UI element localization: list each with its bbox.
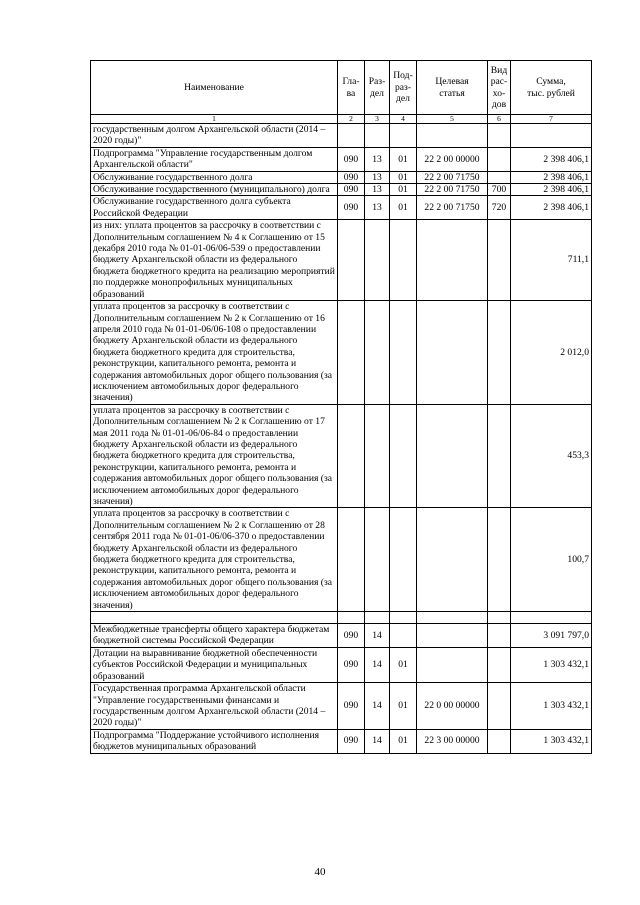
header-chapter-text: Гла- ва <box>342 76 360 99</box>
table-row <box>91 184 592 196</box>
row-sum <box>511 124 592 148</box>
row-expense-type <box>488 624 511 648</box>
header-target-text: Целевая статья <box>435 76 469 99</box>
row-target-article: 22 3 00 00000 <box>417 729 488 753</box>
table-row <box>91 124 592 148</box>
row-subsection <box>390 508 417 612</box>
row-section <box>365 124 390 148</box>
row-subsection: 01 <box>390 683 417 730</box>
row-section <box>365 404 390 508</box>
row-sum: 1 303 432,1 <box>511 647 592 682</box>
row-sum: 100,7 <box>511 508 592 612</box>
row-name: Дотации на выравнивание бюджетной обеспеченности субъектов Российской Федерации и муниципальных образований <box>91 647 338 682</box>
header-chapter <box>338 61 365 115</box>
row-chapter: 090 <box>338 171 365 183</box>
row-name: уплата процентов за рассрочку в соответствии с Дополнительным соглашением № 2 к Соглашению от 28 сентября 2011 года № 01-01-06/06-370 о предоставлении бюджету Архангельской области из федерального бюджета бюджетного кредита для строительства, реконструкции, капитального ремонта, ремонта и содержания автомобильных дорог общего пользования (за исключением автомобильных дорог федерального значения) <box>91 508 338 612</box>
row-subsection <box>390 301 417 405</box>
row-expense-type <box>488 171 511 183</box>
row-chapter: 090 <box>338 683 365 730</box>
row-section <box>365 508 390 612</box>
row-section: 14 <box>365 647 390 682</box>
row-name: Обслуживание государственного (муниципального) долга <box>91 184 338 196</box>
row-target-article <box>417 624 488 648</box>
table-row <box>91 508 592 612</box>
row-section: 14 <box>365 624 390 648</box>
row-target-article: 22 2 00 00000 <box>417 147 488 171</box>
row-subsection <box>390 220 417 301</box>
row-name: из них: уплата процентов за рассрочку в соответствии с Дополнительным соглашением № 4 к Соглашению от 15 декабря 2010 года № 01-01-06/06-539 о предоставлении бюджету Архангельской области из федерального бюджета бюджетного кредита на реализацию мероприятий по поддержке монопрофильных муниципальных образований <box>91 220 338 301</box>
row-sum: 453,3 <box>511 404 592 508</box>
row-name: Государственная программа Архангельской области "Управление государственными финансами и государственным долгом Архангельской области (2014 – 2020 годы)" <box>91 683 338 730</box>
row-chapter: 090 <box>338 196 365 220</box>
row-expense-type <box>488 508 511 612</box>
row-name: Обслуживание государственного долга субъекта Российской Федерации <box>91 196 338 220</box>
row-section: 13 <box>365 171 390 183</box>
row-chapter <box>338 124 365 148</box>
row-expense-type <box>488 220 511 301</box>
row-chapter: 090 <box>338 729 365 753</box>
row-section <box>365 301 390 405</box>
table-row <box>91 147 592 171</box>
row-expense-type <box>488 647 511 682</box>
header-name: Наименование <box>91 61 338 115</box>
column-number: 5 <box>417 115 488 124</box>
budget-table <box>90 60 592 754</box>
header-subsection-text: Под- раз- дел <box>393 70 413 105</box>
header-sum-text: Сумма, тыс. рублей <box>527 76 575 99</box>
row-sum: 711,1 <box>511 220 592 301</box>
table-row <box>91 196 592 220</box>
row-section: 13 <box>365 147 390 171</box>
row-subsection <box>390 624 417 648</box>
row-subsection: 01 <box>390 647 417 682</box>
header-expense-type <box>488 61 511 115</box>
row-target-article <box>417 220 488 301</box>
row-subsection <box>390 124 417 148</box>
row-sum <box>511 612 592 624</box>
row-section <box>365 220 390 301</box>
header-section-text: Раз- дел <box>368 76 386 99</box>
table-row <box>91 683 592 730</box>
row-target-article <box>417 508 488 612</box>
row-sum: 1 303 432,1 <box>511 729 592 753</box>
column-number-row <box>91 115 592 124</box>
row-sum: 2 398 406,1 <box>511 184 592 196</box>
row-target-article: 22 0 00 00000 <box>417 683 488 730</box>
row-name: государственным долгом Архангельской области (2014 – 2020 годы)" <box>91 124 338 148</box>
row-sum: 2 398 406,1 <box>511 171 592 183</box>
row-chapter <box>338 404 365 508</box>
row-sum: 2 012,0 <box>511 301 592 405</box>
table-row <box>91 220 592 301</box>
header-sum <box>511 61 592 115</box>
column-number: 2 <box>338 115 365 124</box>
row-expense-type <box>488 124 511 148</box>
table-row <box>91 404 592 508</box>
row-subsection <box>390 612 417 624</box>
column-number: 7 <box>511 115 592 124</box>
row-target-article <box>417 404 488 508</box>
budget-table-container <box>90 60 591 754</box>
row-target-article <box>417 647 488 682</box>
row-chapter <box>338 220 365 301</box>
row-sum: 2 398 406,1 <box>511 147 592 171</box>
table-row <box>91 301 592 405</box>
row-target-article: 22 2 00 71750 <box>417 171 488 183</box>
row-sum: 3 091 797,0 <box>511 624 592 648</box>
row-sum: 2 398 406,1 <box>511 196 592 220</box>
header-exptype-text: Вид рас- хо- дов <box>490 64 508 110</box>
row-expense-type <box>488 404 511 508</box>
table-row <box>91 171 592 183</box>
row-expense-type <box>488 612 511 624</box>
column-number: 1 <box>91 115 338 124</box>
row-target-article <box>417 301 488 405</box>
row-name: Обслуживание государственного долга <box>91 171 338 183</box>
row-target-article <box>417 612 488 624</box>
row-expense-type <box>488 147 511 171</box>
column-number: 6 <box>488 115 511 124</box>
row-expense-type: 720 <box>488 196 511 220</box>
row-expense-type <box>488 683 511 730</box>
row-expense-type <box>488 301 511 405</box>
table-row-empty <box>91 612 592 624</box>
row-subsection: 01 <box>390 147 417 171</box>
row-chapter: 090 <box>338 624 365 648</box>
row-subsection: 01 <box>390 196 417 220</box>
header-target-article <box>417 61 488 115</box>
header-section <box>365 61 390 115</box>
row-name: уплата процентов за рассрочку в соответствии с Дополнительным соглашением № 2 к Соглашению от 17 мая 2011 года № 01-01-06/06-84 о предоставлении бюджету Архангельской области из федерального бюджета бюджетного кредита для строительства, реконструкции, капитального ремонта, ремонта и содержания автомобильных дорог общего пользования (за исключением автомобильных дорог федерального значения) <box>91 404 338 508</box>
row-name: уплата процентов за рассрочку в соответствии с Дополнительным соглашением № 2 к Соглашению от 16 апреля 2010 года № 01-01-06/06-108 о предоставлении бюджету Архангельской области из федерального бюджета бюджетного кредита для строительства, реконструкции, капитального ремонта, ремонта и содержания автомобильных дорог общего пользования (за исключением автомобильных дорог федерального значения) <box>91 301 338 405</box>
row-subsection <box>390 404 417 508</box>
row-chapter <box>338 301 365 405</box>
row-target-article: 22 2 00 71750 <box>417 196 488 220</box>
row-name: Межбюджетные трансферты общего характера бюджетам бюджетной системы Российской Федерации <box>91 624 338 648</box>
header-subsection <box>390 61 417 115</box>
row-chapter: 090 <box>338 147 365 171</box>
column-number: 3 <box>365 115 390 124</box>
row-subsection: 01 <box>390 171 417 183</box>
row-chapter: 090 <box>338 184 365 196</box>
table-row <box>91 729 592 753</box>
row-section: 13 <box>365 196 390 220</box>
row-target-article <box>417 124 488 148</box>
row-section: 14 <box>365 729 390 753</box>
row-expense-type: 700 <box>488 184 511 196</box>
table-row <box>91 624 592 648</box>
row-chapter <box>338 508 365 612</box>
row-target-article: 22 2 00 71750 <box>417 184 488 196</box>
row-section: 14 <box>365 683 390 730</box>
row-name: Подпрограмма "Управление государственным долгом Архангельской области" <box>91 147 338 171</box>
row-name <box>91 612 338 624</box>
row-expense-type <box>488 729 511 753</box>
row-name: Подпрограмма "Поддержание устойчивого исполнения бюджетов муниципальных образований <box>91 729 338 753</box>
row-subsection: 01 <box>390 184 417 196</box>
page-number: 40 <box>314 866 326 878</box>
row-chapter: 090 <box>338 647 365 682</box>
column-number: 4 <box>390 115 417 124</box>
row-subsection: 01 <box>390 729 417 753</box>
row-section <box>365 612 390 624</box>
row-chapter <box>338 612 365 624</box>
header-row <box>91 61 592 115</box>
row-sum: 1 303 432,1 <box>511 683 592 730</box>
row-section: 13 <box>365 184 390 196</box>
table-row <box>91 647 592 682</box>
